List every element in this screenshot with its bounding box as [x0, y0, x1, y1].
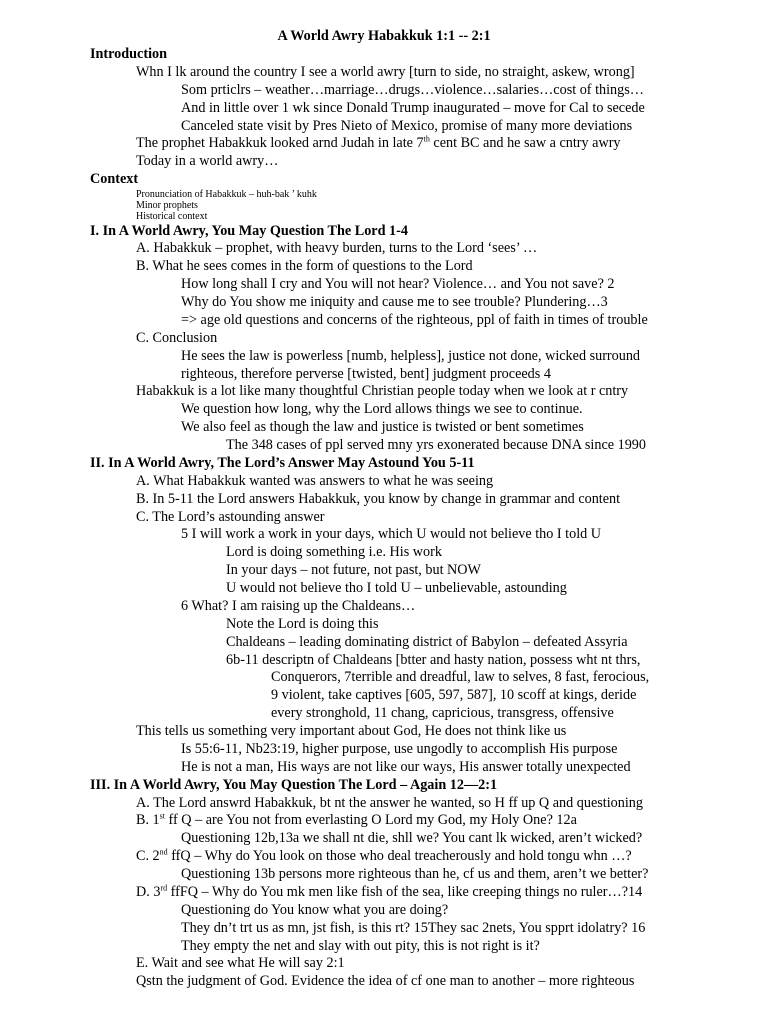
line-text: Qstn the judgment of God. Evidence the idea of cf one man to another – more righteous: [136, 973, 635, 990]
line-text: Conquerors, 7terrible and dreadful, law to selves, 8 fast, ferocious,: [271, 669, 650, 686]
line-text: In your days – not future, not past, but NOW: [226, 562, 481, 579]
line-text: E. Wait and see what He will say 2:1: [136, 955, 345, 972]
line-text: A. Habakkuk – prophet, with heavy burden, turns to the Lord ‘sees’ …: [136, 240, 538, 257]
line-text: Questioning do You know what you are doing?: [181, 901, 449, 918]
line-text-continued: ff Q – are You not from everlasting O Lord my God, my Holy One? 12a: [165, 812, 577, 829]
outline-line: [0, 544, 768, 562]
section-heading: [0, 171, 768, 189]
outline-line: [0, 902, 768, 920]
line-text: Context: [90, 171, 139, 188]
outline-line: [0, 240, 768, 258]
line-text: The 348 cases of ppl served mny yrs exonerated because DNA since 1990: [226, 437, 646, 454]
outline-line: [0, 955, 768, 973]
outline-line: [0, 211, 768, 222]
outline-line: [0, 920, 768, 938]
line-text: B. In 5-11 the Lord answers Habakkuk, you know by change in grammar and content: [136, 490, 621, 507]
ordinal-superscript: nd: [159, 847, 168, 857]
outline-line: [0, 705, 768, 723]
outline-line: [0, 884, 768, 902]
line-text: Minor prophets: [136, 200, 198, 212]
line-text: C. 2: [136, 848, 160, 865]
outline-line: [0, 437, 768, 455]
document-title: A World Awry Habakkuk 1:1 -- 2:1: [277, 28, 491, 44]
outline-line: [0, 795, 768, 813]
ordinal-superscript: rd: [160, 883, 168, 893]
line-text: II. In A World Awry, The Lord’s Answer May Astound You 5-11: [90, 454, 475, 471]
ordinal-superscript: th: [423, 134, 430, 144]
line-text: Lord is doing something i.e. His work: [226, 544, 442, 561]
line-text: Som prticlrs – weather…marriage…drugs…violence…salaries…cost of things…: [181, 81, 644, 98]
outline-line: [0, 687, 768, 705]
line-text: Questioning 12b,13a we shall nt die, shll we? You cant lk wicked, aren’t wicked?: [181, 830, 643, 847]
line-text: U would not believe tho I told U – unbelievable, astounding: [226, 580, 567, 597]
line-text: 9 violent, take captives [605, 597, 587], 10 scoff at kings, deride: [271, 687, 637, 704]
section-heading: [0, 777, 768, 795]
line-text: righteous, therefore perverse [twisted, bent] judgment proceeds 4: [181, 365, 551, 382]
outline-line: [0, 153, 768, 171]
outline-line: [0, 294, 768, 312]
outline-line: [0, 135, 768, 153]
outline-line: [0, 812, 768, 830]
line-text: I. In A World Awry, You May Question The Lord 1-4: [90, 222, 408, 239]
line-text-continued: ffFQ – Why do You mk men like fish of the sea, like creeping things no ruler…?14: [167, 883, 643, 900]
outline-line: [0, 258, 768, 276]
line-text: Whn I lk around the country I see a world awry [turn to side, no straight, askew, wrong]: [136, 63, 635, 80]
line-text: And in little over 1 wk since Donald Trump inaugurated – move for Cal to secede: [181, 99, 645, 116]
line-text: Is 55:6-11, Nb23:19, higher purpose, use ungodly to accomplish His purpose: [181, 740, 618, 757]
outline-line: [0, 189, 768, 200]
line-text: He sees the law is powerless [numb, helpless], justice not done, wicked surround: [181, 347, 641, 364]
outline-line: [0, 64, 768, 82]
outline-body: [0, 46, 768, 991]
outline-line: [0, 118, 768, 136]
line-text: Chaldeans – leading dominating district of Babylon – defeated Assyria: [226, 633, 628, 650]
line-text: Today in a world awry…: [136, 153, 279, 170]
outline-line: [0, 401, 768, 419]
line-text: D. 3: [136, 883, 161, 900]
line-text: B. What he sees comes in the form of questions to the Lord: [136, 258, 473, 275]
line-text: 6b-11 descriptn of Chaldeans [btter and hasty nation, possess wht nt thrs,: [226, 651, 641, 668]
line-text: Canceled state visit by Pres Nieto of Mexico, promise of many more deviations: [181, 117, 633, 134]
line-text-continued: cent BC and he saw a cntry awry: [429, 135, 621, 152]
line-text: Questioning 13b persons more righteous than he, cf us and them, aren’t we better?: [181, 866, 649, 883]
outline-line: [0, 312, 768, 330]
line-text: every stronghold, 11 chang, capricious, transgress, offensive: [271, 705, 614, 722]
line-text: We also feel as though the law and justice is twisted or bent sometimes: [181, 419, 584, 436]
line-text: 5 I will work a work in your days, which U would not believe tho I told U: [181, 526, 602, 543]
outline-line: [0, 473, 768, 491]
line-text: C. Conclusion: [136, 329, 218, 346]
line-text: The prophet Habakkuk looked arnd Judah in late 7: [136, 135, 424, 152]
outline-line: [0, 200, 768, 211]
line-text: C. The Lord’s astounding answer: [136, 508, 325, 525]
outline-line: [0, 866, 768, 884]
section-heading: [0, 455, 768, 473]
line-text: A. The Lord answrd Habakkuk, bt nt the answer he wanted, so H ff up Q and questioning: [136, 794, 643, 811]
line-text: Introduction: [90, 46, 167, 62]
outline-line: [0, 759, 768, 777]
line-text: They dn’t trt us as mn, jst fish, is this rt? 15They sac 2nets, You spprt idolatry? 16: [181, 919, 646, 936]
outline-line: [0, 848, 768, 866]
outline-line: [0, 419, 768, 437]
outline-line: [0, 491, 768, 509]
line-text: How long shall I cry and You will not hear? Violence… and You not save? 2: [181, 276, 615, 293]
line-text: III. In A World Awry, You May Question The Lord – Again 12—2:1: [90, 776, 498, 793]
outline-line: [0, 562, 768, 580]
section-heading: [0, 46, 768, 64]
outline-line: [0, 82, 768, 100]
line-text: Habakkuk is a lot like many thoughtful Christian people today when we look at r cntry: [136, 383, 629, 400]
outline-line: [0, 830, 768, 848]
outline-line: [0, 580, 768, 598]
line-text: B. 1: [136, 812, 160, 829]
outline-line: [0, 652, 768, 670]
outline-line: [0, 634, 768, 652]
outline-line: [0, 938, 768, 956]
line-text: Why do You show me iniquity and cause me to see trouble? Plundering…3: [181, 294, 608, 311]
line-text: Pronunciation of Habakkuk – huh-bak ’ kuhk: [136, 189, 317, 200]
outline-line: [0, 348, 768, 366]
outline-line: [0, 598, 768, 616]
outline-line: [0, 330, 768, 348]
ordinal-superscript: st: [159, 811, 165, 821]
outline-line: [0, 383, 768, 401]
outline-line: [0, 669, 768, 687]
outline-line: [0, 723, 768, 741]
outline-line: [0, 973, 768, 991]
line-text: We question how long, why the Lord allows things we see to continue.: [181, 401, 583, 418]
outline-line: [0, 509, 768, 527]
line-text: They empty the net and slay with out pity, this is not right is it?: [181, 937, 540, 954]
line-text-continued: ffQ – Why do You look on those who deal treacherously and hold tongu whn …?: [167, 848, 632, 865]
outline-line: [0, 276, 768, 294]
line-text: This tells us something very important about God, He does not think like us: [136, 723, 567, 740]
outline-line: [0, 366, 768, 384]
section-heading: [0, 223, 768, 241]
outline-line: [0, 526, 768, 544]
line-text: 6 What? I am raising up the Chaldeans…: [181, 597, 416, 614]
line-text: => age old questions and concerns of the righteous, ppl of faith in times of trouble: [181, 311, 648, 328]
line-text: Note the Lord is doing this: [226, 615, 379, 632]
line-text: He is not a man, His ways are not like our ways, His answer totally unexpected: [181, 758, 631, 775]
outline-line: [0, 616, 768, 634]
outline-line: [0, 100, 768, 118]
outline-line: [0, 741, 768, 759]
line-text: Historical context: [136, 211, 208, 223]
line-text: A. What Habakkuk wanted was answers to what he was seeing: [136, 472, 494, 489]
